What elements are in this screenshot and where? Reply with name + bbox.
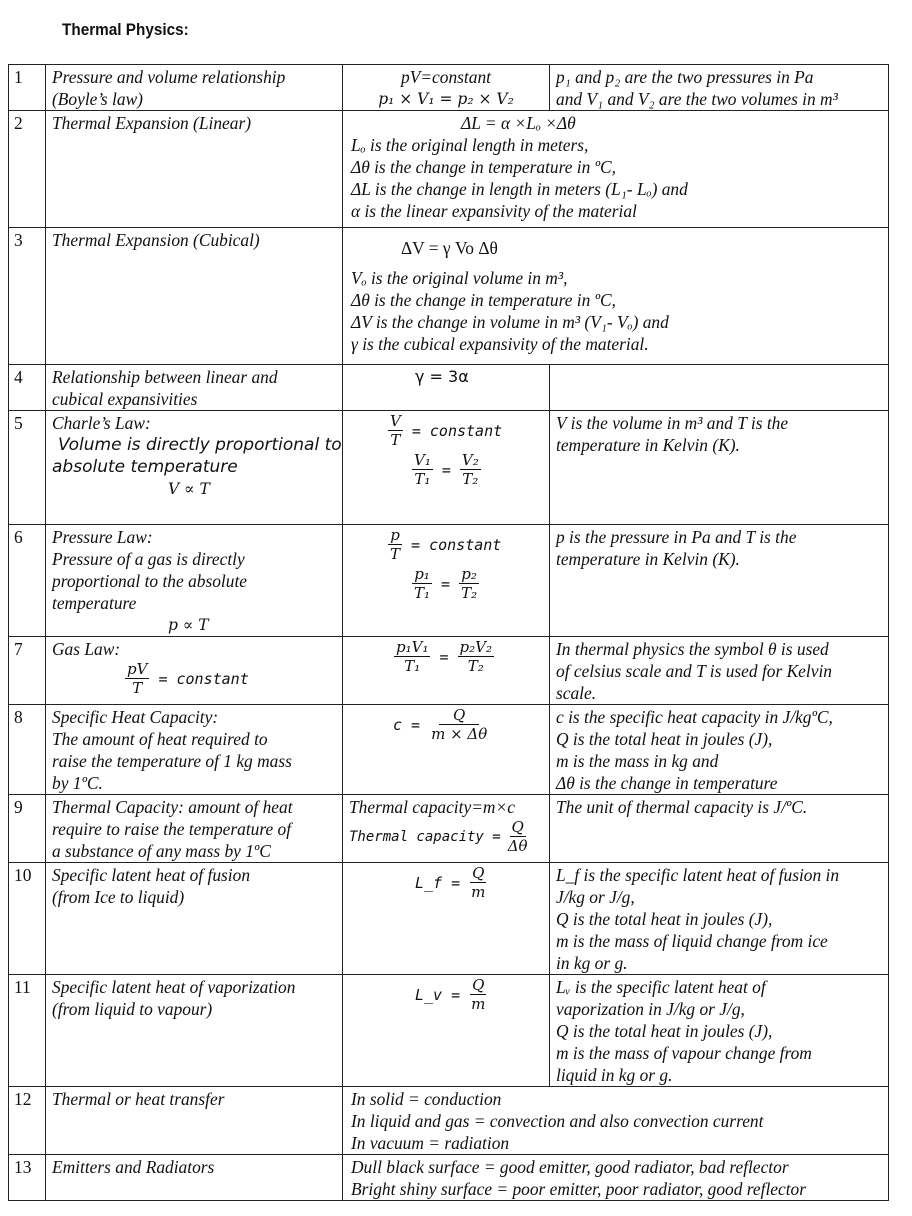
note-text: Q is the total heat in joules (J), [556, 1021, 773, 1041]
topic-cell [46, 411, 343, 525]
topic-text: Thermal Capacity: amount of heat [52, 797, 293, 817]
row-number: 4 [9, 365, 46, 411]
topic-cell [46, 111, 343, 228]
topic-text: Relationship between linear and [52, 367, 278, 387]
table-row [9, 65, 889, 111]
row-number: 9 [9, 795, 46, 863]
fraction: $\frac{pV}{T}$ [127, 660, 148, 697]
table-row [9, 228, 889, 365]
formula-text: L_f = [415, 873, 461, 892]
topic-text: Specific Heat Capacity: [52, 707, 219, 727]
description-text: In vacuum = radiation [351, 1133, 510, 1153]
description-text: Δθ is the change in temperature in ºC, [351, 157, 616, 177]
description-text: ΔV is the change in volume in m³ (V₁- Vₒ) and [351, 312, 669, 332]
note-text: liquid in kg or g. [556, 1065, 673, 1085]
table-row [9, 863, 889, 975]
description-text: ΔL is the change in length in meters (L₁- Lₒ) and [351, 179, 688, 199]
description-text: α is the linear expansivity of the material [351, 201, 637, 221]
topic-text: Pressure of a gas is directly [52, 549, 245, 569]
row-number: 10 [9, 863, 46, 975]
description-cell [343, 111, 889, 228]
topic-cell [46, 365, 343, 411]
note-cell [550, 863, 889, 975]
note-text: in kg or g. [556, 953, 628, 973]
formula-text: = constant [411, 421, 503, 440]
formula-cell [343, 975, 550, 1087]
row-number: 1 [9, 65, 46, 111]
formula-cell: $\frac{V}{T}$ = constant $\frac{\text{V₁}}{\text{T₁}}$ = $\frac{\text{V₂}}{\text{T₂}}$ [343, 411, 550, 525]
topic-text: Volume is directly proportional to [58, 435, 342, 455]
row-number: 7 [9, 637, 46, 705]
topic-cell [46, 1155, 343, 1201]
table-row [9, 975, 889, 1087]
topic-text: by 1ºC. [52, 773, 103, 793]
topic-text: Specific latent heat of vaporization [52, 977, 296, 997]
note-cell [550, 637, 889, 705]
description-cell [343, 1155, 889, 1201]
topic-text: Pressure and volume relationship [52, 67, 286, 87]
note-text: p is the pressure in Pa and T is the [556, 527, 797, 547]
fraction: $\frac{\text{V₂}}{\text{T₂}}$ [461, 451, 479, 488]
row-number: 2 [9, 111, 46, 228]
topic-cell [46, 705, 343, 795]
topic-text: Specific latent heat of fusion [52, 865, 251, 885]
note-text: In thermal physics the symbol θ is used [556, 639, 829, 659]
topic-text: p ∝ T [168, 616, 209, 634]
row-number: 5 [9, 411, 46, 525]
page-title: Thermal Physics: [62, 20, 189, 39]
row-number: 6 [9, 525, 46, 637]
fraction: $\frac{Q}{\Delta\theta}$ [507, 818, 528, 855]
description-text: In liquid and gas = convection and also convection current [351, 1111, 764, 1131]
description-text: In solid = conduction [351, 1089, 502, 1109]
description-text: Bright shiny surface = poor emitter, poor radiator, good reflector [351, 1179, 807, 1199]
note-text: scale. [556, 683, 597, 703]
topic-text: Emitters and Radiators [52, 1157, 215, 1177]
fraction: $\frac{p}{T}$ [390, 526, 401, 563]
note-cell [550, 795, 889, 863]
topic-text: a substance of any mass by 1ºC [52, 841, 271, 861]
note-text: temperature in Kelvin (K). [556, 435, 740, 455]
topic-cell [46, 863, 343, 975]
fraction: $\frac{\text{p₂V₂}}{\text{T₂}}$ [459, 638, 492, 675]
note-text: The unit of thermal capacity is J/ºC. [556, 797, 808, 817]
note-text: J/kg or J/g, [556, 887, 635, 907]
formula-text: c = [393, 715, 421, 734]
description-cell [343, 1087, 889, 1155]
topic-cell [46, 795, 343, 863]
row-number: 11 [9, 975, 46, 1087]
topic-text: cubical expansivities [52, 389, 198, 409]
row-number: 8 [9, 705, 46, 795]
note-text: L_f is the specific latent heat of fusion in [556, 865, 840, 885]
formula-text: p₁ × V₁ = p₂ × V₂ [378, 90, 514, 108]
note-text: V is the volume in m³ and T is the [556, 413, 789, 433]
topic-cell [46, 975, 343, 1087]
topic-text: (from liquid to vapour) [52, 999, 213, 1019]
topic-text: require to raise the temperature of [52, 819, 292, 839]
formula-text: = constant [411, 535, 502, 554]
topic-text: Thermal or heat transfer [52, 1089, 225, 1109]
topic-text: Gas Law: [52, 639, 121, 659]
table-row [9, 1155, 889, 1201]
note-cell [550, 365, 889, 411]
fraction: $\frac{\text{p₁V₁}}{\text{T₁}}$ [396, 638, 429, 675]
table-row [9, 365, 889, 411]
formula-table [8, 64, 889, 1201]
topic-cell [46, 65, 343, 111]
fraction: $\frac{\text{V₁}}{\text{T₁}}$ [414, 451, 431, 488]
topic-text: (from Ice to liquid) [52, 887, 185, 907]
topic-text: (Boyle’s law) [52, 89, 143, 109]
topic-text: proportional to the absolute [52, 571, 247, 591]
row-number: 3 [9, 228, 46, 365]
description-text: Dull black surface = good emitter, good radiator, bad reflector [351, 1157, 789, 1177]
topic-cell [46, 637, 343, 705]
note-text: p₁ and p₂ are the two pressures in Pa [556, 67, 814, 87]
topic-text: Pressure Law: [52, 527, 153, 547]
formula-text: L_v = [415, 985, 461, 1004]
note-cell [550, 705, 889, 795]
table-row [9, 525, 889, 637]
note-text: m is the mass of liquid change from ice [556, 931, 828, 951]
note-text: c is the specific heat capacity in J/kgºC, [556, 707, 833, 727]
table-row [9, 411, 889, 525]
table-row [9, 637, 889, 705]
note-text: Q is the total heat in joules (J), [556, 729, 773, 749]
formula-text: = constant [158, 669, 249, 688]
note-cell [550, 411, 889, 525]
formula-cell [343, 365, 550, 411]
note-text: temperature in Kelvin (K). [556, 549, 740, 569]
note-cell [550, 65, 889, 111]
row-number: 12 [9, 1087, 46, 1155]
note-text: of celsius scale and T is used for Kelvin [556, 661, 832, 681]
fraction: $\frac{\text{p₁}}{\text{T₁}}$ [414, 565, 431, 602]
topic-cell [46, 1087, 343, 1155]
topic-text: The amount of heat required to [52, 729, 268, 749]
formula-text: Thermal capacity=m×c [349, 797, 515, 817]
formula-cell: $\frac{\text{p₁V₁}}{\text{T₁}}$ = $\frac{\text{p₂V₂}}{\text{T₂}}$ [343, 637, 550, 705]
note-cell [550, 525, 889, 637]
fraction: $\frac{\text{p₂}}{\text{T₂}}$ [461, 565, 478, 602]
note-text: m is the mass of vapour change from [556, 1043, 812, 1063]
note-text: vaporization in J/kg or J/g, [556, 999, 745, 1019]
description-text: γ is the cubical expansivity of the material. [351, 334, 649, 354]
table-row [9, 1087, 889, 1155]
formula-cell [343, 795, 550, 863]
fraction: $\frac{Q}{m}$ [471, 864, 486, 901]
row-number: 13 [9, 1155, 46, 1201]
note-text: Δθ is the change in temperature [556, 773, 778, 793]
topic-text: Thermal Expansion (Linear) [52, 113, 252, 133]
formula-text: Thermal capacity = [349, 828, 501, 845]
table-row [9, 111, 889, 228]
formula-cell: $\frac{p}{T}$ = constant $\frac{\text{p₁}}{\text{T₁}}$ = $\frac{\text{p₂}}{\text{T₂}}$ [343, 525, 550, 637]
topic-text: absolute temperature [52, 457, 238, 477]
formula-cell [343, 863, 550, 975]
table-row [9, 795, 889, 863]
note-text: Lᵥ is the specific latent heat of [556, 977, 766, 997]
topic-text: Thermal Expansion (Cubical) [52, 230, 260, 250]
topic-text: raise the temperature of 1 kg mass [52, 751, 292, 771]
note-text: m is the mass in kg and [556, 751, 719, 771]
note-text: and V₁ and V₂ are the two volumes in m³ [556, 89, 838, 109]
table-row [9, 705, 889, 795]
topic-text: V ∝ T [168, 480, 210, 498]
fraction: $\frac{Q}{m \times \Delta\theta}$ [431, 706, 488, 743]
description-text: Vₒ is the original volume in m³, [351, 268, 568, 288]
note-text: Q is the total heat in joules (J), [556, 909, 773, 929]
fraction: $\frac{Q}{m}$ [471, 976, 486, 1013]
topic-text: temperature [52, 593, 137, 613]
formula-text: γ = 3α [415, 367, 469, 386]
description-text: Lₒ is the original length in meters, [351, 135, 589, 155]
formula-cell [343, 65, 550, 111]
topic-text: Charle’s Law: [52, 413, 151, 433]
topic-cell [46, 228, 343, 365]
description-text: Δθ is the change in temperature in ºC, [351, 290, 616, 310]
note-cell [550, 975, 889, 1087]
formula-cell [343, 705, 550, 795]
description-cell [343, 228, 889, 365]
fraction: $\frac{V}{T}$ [390, 412, 401, 449]
formula-text: pV=constant [401, 67, 491, 87]
formula-text: ΔL = α ×Lₒ ×Δθ [461, 113, 576, 133]
topic-cell [46, 525, 343, 637]
formula-text: ΔV = γ Vo Δθ [401, 238, 498, 258]
